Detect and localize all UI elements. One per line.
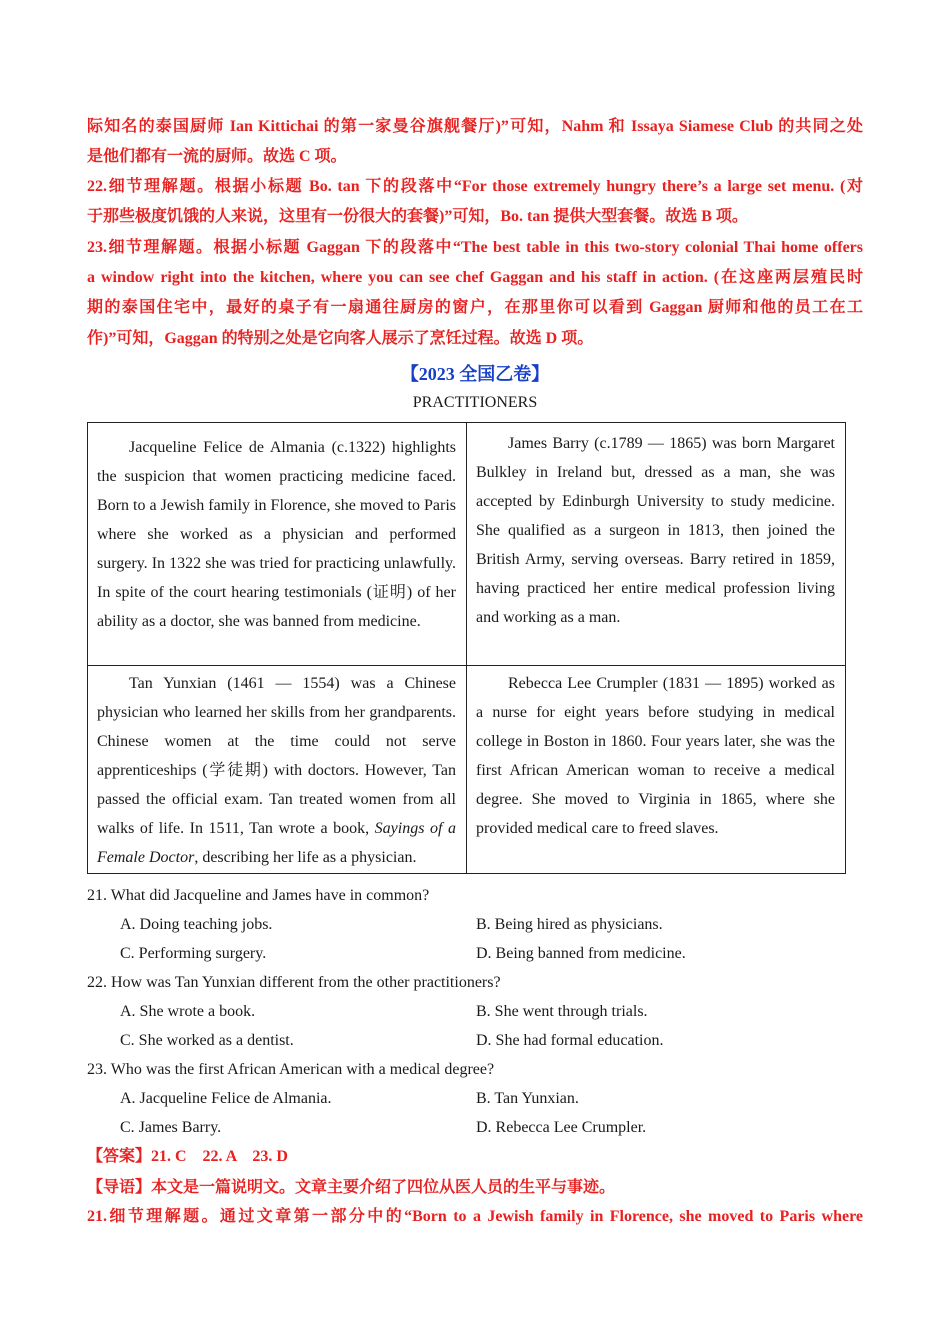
answer-line: 【答案】21. C 22. A 23. D: [87, 1148, 288, 1165]
passage-title: PRACTITIONERS: [412, 394, 538, 411]
option-a: A. Jacqueline Felice de Almania.: [120, 1090, 332, 1107]
option-c: C. She worked as a dentist.: [120, 1032, 294, 1049]
exam-source-heading: 【2023 全国乙卷】: [400, 364, 550, 384]
option-a: A. She wrote a book.: [120, 1003, 256, 1020]
tan-text: Tan Yunxian (1461 — 1554) was a Chinese physician who learned her skills from her grandparents. Chinese women at the time could not serve apprenticeships (学徒期) with doctors. However, Tan passed the official exam. Tan treated women from all walks of life. In 1511, Tan wrote a book,: [97, 675, 456, 837]
table-cell: [88, 423, 467, 666]
question-stem: 21. What did Jacqueline and James have in common?: [87, 887, 430, 904]
guide-line: 【导语】本文是一篇说明文。文章主要介绍了四位从医人员的生平与事迹。: [87, 1179, 616, 1196]
table-cell: [467, 666, 846, 874]
question-stem: 23. Who was the first African American with a medical degree?: [87, 1061, 495, 1078]
table-cell: [467, 423, 846, 666]
tan-text-end: , describing her life as a physician.: [194, 849, 417, 866]
option-d: D. Rebecca Lee Crumpler.: [476, 1119, 647, 1136]
option-b: B. She went through trials.: [476, 1003, 648, 1020]
option-d: D. Being banned from medicine.: [476, 945, 686, 962]
james-paragraph: James Barry (c.1789 — 1865) was born Margaret Bulkley in Ireland but, dressed as a man, she was accepted by Edinburgh University to study medicine. She qualified as a surgeon in 1813, then joined the British Army, serving overseas. Barry retired in 1859, having practiced her entire medical profession living and working as a man.: [476, 435, 835, 626]
explanation-21: 21.细节理解题。通过文章第一部分中的“Born to a Jewish family in Florence, she moved to Paris where: [87, 1208, 863, 1225]
question-stem: 22. How was Tan Yunxian different from the other practitioners?: [87, 974, 501, 991]
book-title: Sayings of a Female Doctor: [97, 820, 456, 866]
explanation-line: 22.细节理解题。根据小标题 Bo. tan 下的段落中“For those extremely hungry there’s a large set menu. (对: [87, 178, 863, 195]
practitioners-table: [87, 422, 846, 874]
explanation-line: a window right into the kitchen, where you can see chef Gaggan and his staff in action. (在这座两层殖民时: [87, 269, 863, 286]
option-d: D. She had formal education.: [476, 1032, 664, 1049]
explanation-line: 作)”可知，Gaggan 的特别之处是它向客人展示了烹饪过程。故选 D 项。: [87, 330, 594, 347]
explanation-line: 期的泰国住宅中，最好的桌子有一扇通往厨房的窗户，在那里你可以看到 Gaggan 厨师和他的员工在工: [87, 299, 863, 316]
table-cell: [88, 666, 467, 874]
option-b: B. Tan Yunxian.: [476, 1090, 579, 1107]
explanation-line: 际知名的泰国厨师 Ian Kittichai 的第一家曼谷旗舰餐厅)”可知，Nahm 和 Issaya Siamese Club 的共同之处: [87, 118, 863, 135]
explanation-line: 23.细节理解题。根据小标题 Gaggan 下的段落中“The best table in this two-story colonial Thai home offers: [87, 239, 863, 256]
explanation-line: 于那些极度饥饿的人来说，这里有一份很大的套餐)”可知，Bo. tan 提供大型套餐。故选 B 项。: [87, 208, 748, 225]
jacqueline-paragraph: Jacqueline Felice de Almania (c.1322) highlights the suspicion that women practicing medicine faced. Born to a Jewish family in Florence, she moved to Paris where she worked as a physician and performed surgery. In 1322 she was tried for practicing unlawfully. In spite of the court hearing testimonials (证明) of her ability as a doctor, she was banned from medicine.: [97, 439, 456, 630]
option-a: A. Doing teaching jobs.: [120, 916, 273, 933]
rebecca-paragraph: Rebecca Lee Crumpler (1831 — 1895) worked as a nurse for eight years before studying in medical college in Boston in 1860. Four years later, she was the first African American woman to receive a medical degree. She moved to Virginia in 1865, where she provided medical care to freed slaves.: [476, 675, 835, 837]
option-c: C. Performing surgery.: [120, 945, 267, 962]
explanation-line: 是他们都有一流的厨师。故选 C 项。: [87, 148, 347, 165]
option-c: C. James Barry.: [120, 1119, 222, 1136]
tan-paragraph: [97, 669, 456, 872]
option-b: B. Being hired as physicians.: [476, 916, 663, 933]
